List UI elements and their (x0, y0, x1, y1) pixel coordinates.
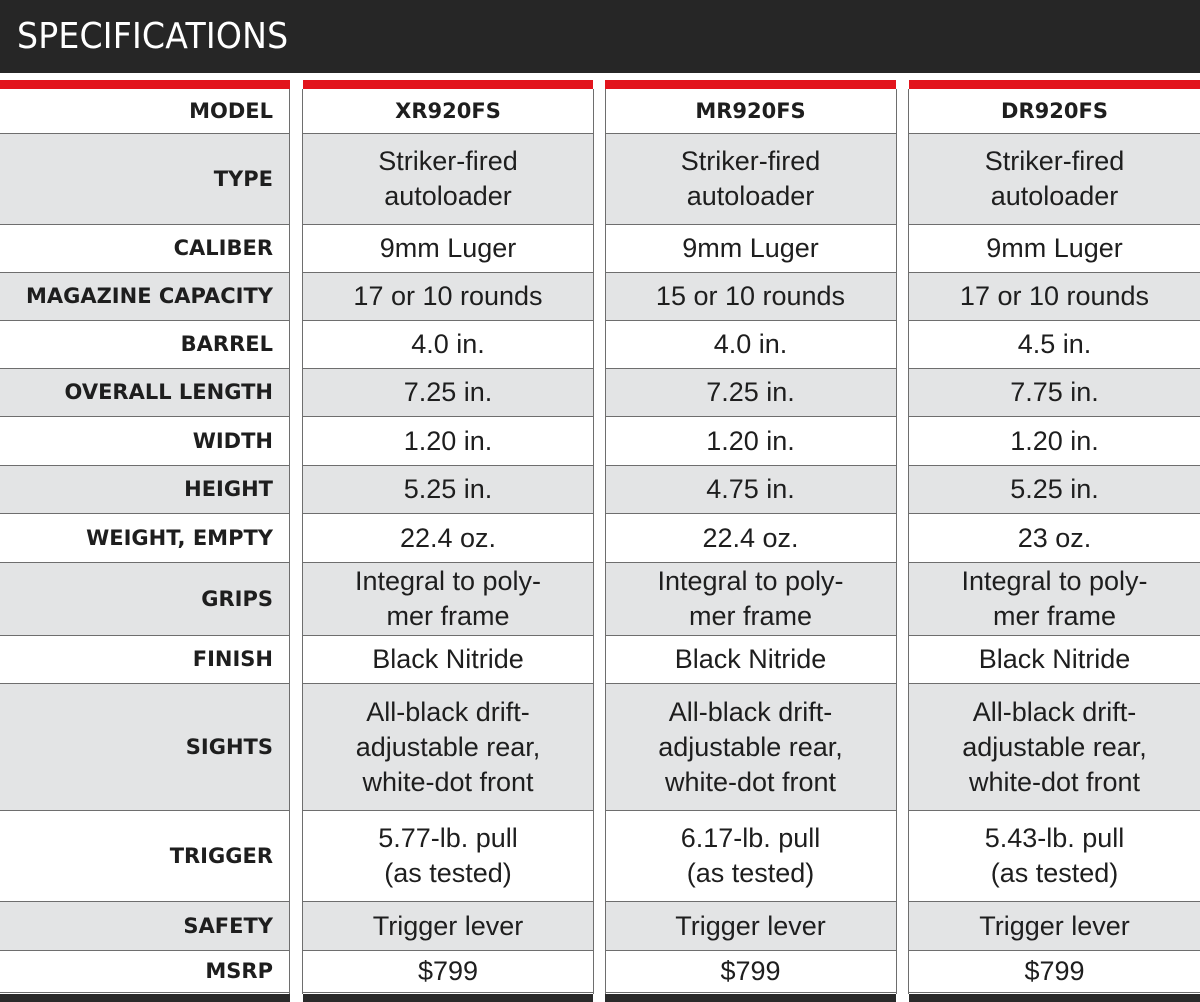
row-label-msrp (0, 951, 290, 993)
label-column (0, 80, 290, 993)
spec-value-text: Striker-fired autoloader (680, 146, 821, 211)
column-divider (289, 89, 290, 1002)
spec-value-text: 17 or 10 rounds (959, 281, 1150, 311)
spec-value-overall-length (605, 369, 896, 417)
spec-value-text: 5.77-lb. pull (as tested) (378, 823, 518, 888)
spec-value-text: 5.25 in. (1010, 474, 1099, 504)
spec-value-finish (909, 636, 1200, 684)
column-gap (593, 994, 605, 1002)
spec-value-sights (605, 684, 896, 811)
row-label-text: OVERALL LENGTH (64, 380, 273, 404)
spec-value-text: Trigger lever (372, 910, 524, 941)
accent-bar (909, 80, 1200, 89)
row-label-finish (0, 636, 290, 684)
spec-value-sights (909, 684, 1200, 811)
row-label-type (0, 134, 290, 225)
row-label-text: MAGAZINE CAPACITY (25, 284, 273, 308)
row-label-safety (0, 902, 290, 951)
row-label-text: CALIBER (173, 236, 273, 260)
spec-value-magazine-capacity (605, 273, 896, 321)
spec-value-trigger (605, 811, 896, 902)
spec-value-text: 22.4 oz. (399, 522, 497, 553)
row-label-text: SAFETY (183, 913, 273, 938)
spec-value-msrp (909, 951, 1200, 993)
spec-value-text: All-black drift- adjustable rear, white-dot front (355, 696, 541, 797)
column-divider (908, 89, 909, 1002)
row-label-magazine-capacity (0, 273, 290, 321)
spec-value-sights (303, 684, 593, 811)
row-label-text: WIDTH (192, 428, 273, 453)
spec-value-trigger (303, 811, 593, 902)
spec-value-text: 6.17-lb. pull (as tested) (680, 823, 821, 888)
row-label-model (0, 89, 290, 134)
row-label-trigger (0, 811, 290, 902)
spec-value-text: 5.43-lb. pull (as tested) (984, 823, 1125, 888)
spec-value-safety (303, 902, 593, 951)
spec-value-text: 1.20 in. (1010, 425, 1099, 456)
row-label-text: MSRP (205, 959, 273, 983)
spec-value-text: XR920FS (395, 98, 501, 123)
row-label-text: WEIGHT, EMPTY (86, 525, 273, 550)
model-name-cell (909, 89, 1200, 134)
spec-value-width (909, 417, 1200, 466)
accent-bar (0, 80, 290, 89)
spec-value-text: Integral to poly- mer frame (657, 566, 844, 631)
column-divider (302, 89, 303, 1002)
page-title: SPECIFICATIONS (17, 16, 289, 57)
spec-value-text: Striker-fired autoloader (378, 146, 518, 211)
row-label-text: MODEL (189, 98, 273, 123)
spec-value-text: 4.0 in. (411, 329, 485, 359)
row-label-text: TYPE (213, 166, 273, 191)
spec-value-finish (303, 636, 593, 684)
spec-value-text: Black Nitride (372, 644, 524, 674)
spec-value-type (605, 134, 896, 225)
spec-value-text: MR920FS (695, 98, 806, 123)
spec-value-magazine-capacity (909, 273, 1200, 321)
spec-value-caliber (605, 225, 896, 273)
spec-value-height (605, 466, 896, 514)
spec-value-text: 4.0 in. (713, 329, 788, 359)
spec-value-text: 4.75 in. (706, 474, 795, 504)
column-dr920fs (909, 80, 1200, 993)
spec-value-text: 1.20 in. (403, 425, 493, 456)
spec-value-text: Trigger lever (979, 910, 1130, 941)
spec-value-grips (303, 563, 593, 636)
accent-bar (303, 80, 593, 89)
spec-value-text: 9mm Luger (682, 233, 819, 263)
spec-value-text: 7.25 in. (403, 377, 493, 407)
spec-value-text: 4.5 in. (1017, 329, 1092, 359)
spec-value-text: DR920FS (1001, 98, 1108, 123)
spec-value-grips (605, 563, 896, 636)
spec-value-msrp (605, 951, 896, 993)
spec-value-text: 23 oz. (1017, 522, 1092, 553)
spec-value-height (303, 466, 593, 514)
row-label-overall-length (0, 369, 290, 417)
row-label-grips (0, 563, 290, 636)
spec-value-grips (909, 563, 1200, 636)
spec-value-barrel (605, 321, 896, 369)
spec-value-text: 7.25 in. (706, 377, 795, 407)
spec-value-magazine-capacity (303, 273, 593, 321)
model-name-cell (303, 89, 593, 134)
spec-value-text: 22.4 oz. (702, 522, 799, 553)
spec-value-text: $799 (1024, 956, 1085, 986)
row-label-text: BARREL (180, 332, 273, 356)
spec-value-text: Striker-fired autoloader (984, 146, 1125, 211)
spec-value-text: Integral to poly- mer frame (354, 566, 542, 631)
spec-value-caliber (303, 225, 593, 273)
spec-value-text: Trigger lever (675, 910, 826, 941)
row-label-text: HEIGHT (184, 477, 273, 501)
spec-value-barrel (909, 321, 1200, 369)
spec-value-weight-empty (303, 514, 593, 563)
column-gap (896, 994, 909, 1002)
row-label-width (0, 417, 290, 466)
spec-value-text: 5.25 in. (403, 474, 493, 504)
model-name-cell (605, 89, 896, 134)
row-label-caliber (0, 225, 290, 273)
spec-value-trigger (909, 811, 1200, 902)
row-label-height (0, 466, 290, 514)
column-divider (593, 89, 594, 1002)
row-label-text: SIGHTS (185, 734, 273, 759)
spec-value-text: 15 or 10 rounds (655, 281, 846, 311)
spec-value-width (605, 417, 896, 466)
spec-value-type (909, 134, 1200, 225)
row-label-text: FINISH (192, 647, 273, 671)
spec-value-weight-empty (605, 514, 896, 563)
spec-value-text: $799 (417, 956, 479, 986)
spec-value-overall-length (909, 369, 1200, 417)
spec-value-safety (909, 902, 1200, 951)
column-mr920fs (605, 80, 896, 993)
spec-value-text: 17 or 10 rounds (353, 281, 543, 311)
spec-value-barrel (303, 321, 593, 369)
spec-value-text: Integral to poly- mer frame (961, 566, 1148, 631)
row-label-weight-empty (0, 514, 290, 563)
row-label-sights (0, 684, 290, 811)
spec-value-height (909, 466, 1200, 514)
row-label-text: GRIPS (201, 586, 273, 611)
spec-value-finish (605, 636, 896, 684)
column-gap (290, 994, 303, 1002)
spec-value-overall-length (303, 369, 593, 417)
spec-value-text: Black Nitride (978, 644, 1131, 674)
spec-value-text: Black Nitride (674, 644, 827, 674)
spec-value-caliber (909, 225, 1200, 273)
spec-value-weight-empty (909, 514, 1200, 563)
spec-value-width (303, 417, 593, 466)
specifications-header (0, 0, 1200, 73)
row-label-text: TRIGGER (169, 843, 273, 868)
spec-value-text: All-black drift- adjustable rear, white-dot front (658, 696, 843, 797)
spec-value-text: All-black drift- adjustable rear, white-dot front (962, 696, 1147, 797)
spec-value-text: 9mm Luger (379, 233, 517, 263)
column-xr920fs (303, 80, 593, 993)
spec-value-text: 7.75 in. (1010, 377, 1099, 407)
spec-value-text: $799 (720, 956, 781, 986)
accent-bar (605, 80, 896, 89)
spec-value-safety (605, 902, 896, 951)
column-divider (605, 89, 606, 1002)
specifications-table (0, 80, 1200, 1002)
spec-value-type (303, 134, 593, 225)
spec-value-text: 9mm Luger (986, 233, 1123, 263)
spec-value-text: 1.20 in. (706, 425, 795, 456)
column-divider (896, 89, 897, 1002)
spec-value-msrp (303, 951, 593, 993)
row-label-barrel (0, 321, 290, 369)
